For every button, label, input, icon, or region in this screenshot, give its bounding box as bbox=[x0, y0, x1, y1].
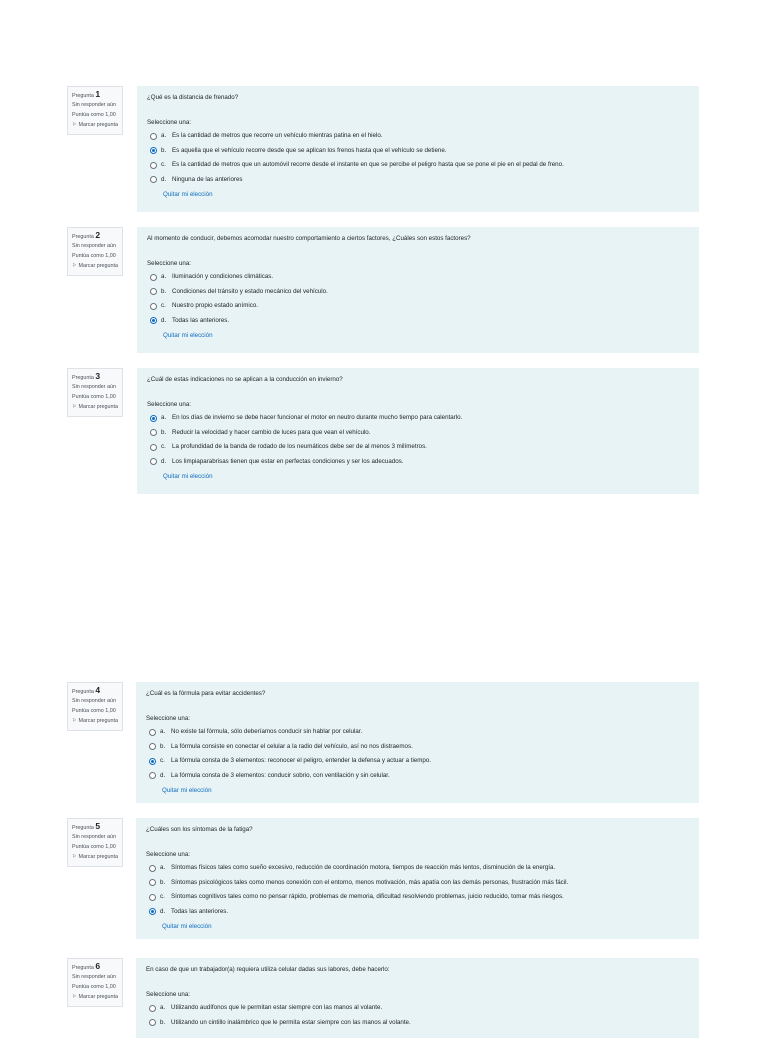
answer-option[interactable] bbox=[147, 440, 689, 455]
answer-list bbox=[147, 270, 689, 328]
answer-prompt: Seleccione una: bbox=[146, 715, 191, 722]
answer-list bbox=[146, 1001, 689, 1030]
question-number-line bbox=[72, 963, 119, 972]
answer-option[interactable] bbox=[146, 890, 689, 905]
answer-text: Reducir la velocidad y hacer cambio de luces para que vean el vehículo. bbox=[172, 428, 371, 436]
answer-text: Condiciones del tránsito y estado mecánico del vehículo. bbox=[172, 287, 328, 295]
flag-label: Marcar pregunta bbox=[78, 994, 119, 1000]
answer-list bbox=[147, 129, 689, 187]
answer-letter: c. bbox=[160, 757, 165, 765]
answer-option[interactable] bbox=[146, 861, 689, 876]
radio-unchecked[interactable] bbox=[150, 303, 157, 310]
question-text: ¿Qué es la distancia de frenado? bbox=[147, 94, 239, 101]
question-info bbox=[67, 227, 123, 276]
question-text: En caso de que un trabajador(a) requiera utiliza celular dadas sus labores, debe hacerlo: bbox=[146, 966, 390, 973]
question-content bbox=[136, 682, 699, 803]
answer-option[interactable] bbox=[147, 173, 689, 188]
flag-question-link[interactable] bbox=[72, 854, 119, 861]
question-info bbox=[67, 682, 123, 731]
answer-text: Utilizando un cintillo inalámbrico que le permita estar siempre con las manos al volante. bbox=[171, 1018, 411, 1026]
radio-checked[interactable] bbox=[149, 908, 156, 915]
answer-letter: b. bbox=[160, 1018, 166, 1026]
radio-unchecked[interactable] bbox=[150, 274, 157, 281]
question-number-line bbox=[72, 687, 119, 696]
radio-unchecked[interactable] bbox=[150, 429, 157, 436]
clear-choice-link[interactable]: Quitar mi elección bbox=[162, 923, 212, 930]
question-grade: Puntúa como 1,00 bbox=[72, 844, 116, 850]
radio-unchecked[interactable] bbox=[149, 1019, 156, 1026]
question-number-line bbox=[72, 823, 119, 832]
question-number: 1 bbox=[95, 89, 101, 99]
answer-letter: b. bbox=[160, 878, 166, 886]
answer-letter: d. bbox=[161, 457, 167, 465]
radio-unchecked[interactable] bbox=[149, 772, 156, 779]
question-label: Pregunta bbox=[72, 965, 94, 971]
question-number: 6 bbox=[95, 961, 101, 971]
answer-option[interactable] bbox=[146, 754, 689, 769]
answer-letter: b. bbox=[161, 287, 167, 295]
flag-icon: ⚐ bbox=[72, 994, 77, 1000]
flag-icon: ⚐ bbox=[72, 122, 77, 128]
question-label: Pregunta bbox=[72, 375, 94, 381]
answer-text: Síntomas físicos tales como sueño excesivo, reducción de coordinación motora, tiempos de reacción más lentos, disminución de la energía. bbox=[171, 864, 556, 872]
question-grade: Puntúa como 1,00 bbox=[72, 253, 116, 259]
answer-option[interactable] bbox=[147, 285, 689, 300]
answer-prompt: Seleccione una: bbox=[146, 851, 191, 858]
answer-letter: c. bbox=[160, 893, 165, 901]
flag-question-link[interactable] bbox=[72, 404, 119, 411]
question-text: ¿Cuál de estas indicaciones no se aplican a la conducción en invierno? bbox=[147, 376, 343, 383]
flag-label: Marcar pregunta bbox=[78, 404, 119, 410]
answer-letter: a. bbox=[161, 273, 167, 281]
radio-unchecked[interactable] bbox=[150, 288, 157, 295]
answer-text: La profundidad de la banda de rodado de los neumáticos debe ser de al menos 3 milímetros. bbox=[172, 443, 427, 451]
answer-list bbox=[146, 861, 689, 919]
radio-checked[interactable] bbox=[150, 415, 157, 422]
question-number-line bbox=[72, 91, 119, 100]
answer-option[interactable] bbox=[147, 299, 689, 314]
answer-list bbox=[146, 725, 689, 783]
answer-option[interactable] bbox=[147, 158, 689, 173]
answer-option[interactable] bbox=[146, 905, 689, 920]
question-number: 3 bbox=[95, 371, 101, 381]
answer-list bbox=[147, 411, 689, 469]
question-text: Al momento de conducir, debemos acomodar nuestro comportamiento a ciertos factores, ¿Cuáles son estos factores? bbox=[147, 235, 471, 242]
flag-label: Marcar pregunta bbox=[78, 854, 119, 860]
answer-option[interactable] bbox=[146, 725, 689, 740]
answer-text: Es la cantidad de metros que recorre un vehículo mientras patina en el hielo. bbox=[172, 132, 383, 140]
flag-label: Marcar pregunta bbox=[78, 122, 119, 128]
answer-letter: c. bbox=[161, 302, 166, 310]
answer-option[interactable] bbox=[147, 314, 689, 329]
answer-option[interactable] bbox=[147, 455, 689, 470]
question-text: ¿Cuál es la fórmula para evitar accidentes? bbox=[146, 690, 266, 697]
flag-question-link[interactable] bbox=[72, 994, 119, 1001]
flag-icon: ⚐ bbox=[72, 854, 77, 860]
answer-letter: c. bbox=[161, 443, 166, 451]
clear-choice-link[interactable]: Quitar mi elección bbox=[163, 332, 213, 339]
answer-letter: d. bbox=[160, 771, 166, 779]
radio-unchecked[interactable] bbox=[149, 729, 156, 736]
answer-text: La fórmula consiste en conectar el celular a la radio del vehículo, así no nos distraemos. bbox=[171, 742, 413, 750]
answer-option[interactable] bbox=[146, 1001, 689, 1016]
radio-unchecked[interactable] bbox=[150, 176, 157, 183]
answer-text: Síntomas cognitivos tales como no pensar rápido, problemas de memoria, dificultad resolviendo problemas, juicio reducido, tomar más riesgos. bbox=[171, 893, 564, 901]
question-number: 4 bbox=[95, 685, 101, 695]
answer-text: Nuestro propio estado anímico. bbox=[172, 302, 258, 310]
question-state: Sin responder aún bbox=[72, 243, 117, 249]
answer-text: No existe tal fórmula, sólo deberíamos conducir sin hablar por celular. bbox=[171, 728, 363, 736]
answer-letter: a. bbox=[161, 414, 167, 422]
answer-prompt: Seleccione una: bbox=[146, 991, 191, 998]
answer-text: La fórmula consta de 3 elementos: conducir sobrio, con ventilación y sin celular. bbox=[171, 771, 390, 779]
question-grade: Puntúa como 1,00 bbox=[72, 708, 116, 714]
radio-unchecked[interactable] bbox=[149, 879, 156, 886]
answer-text: Todas las anteriores. bbox=[171, 907, 229, 915]
radio-unchecked[interactable] bbox=[150, 133, 157, 140]
answer-text: Ninguna de las anteriores bbox=[172, 175, 243, 183]
question-state: Sin responder aún bbox=[72, 698, 117, 704]
question-state: Sin responder aún bbox=[72, 102, 117, 108]
flag-icon: ⚐ bbox=[72, 718, 77, 724]
clear-choice-link[interactable]: Quitar mi elección bbox=[163, 191, 213, 198]
flag-question-link[interactable] bbox=[72, 122, 119, 129]
radio-checked[interactable] bbox=[150, 147, 157, 154]
radio-checked[interactable] bbox=[150, 317, 157, 324]
question-label: Pregunta bbox=[72, 689, 94, 695]
answer-option[interactable] bbox=[147, 426, 689, 441]
question-label: Pregunta bbox=[72, 825, 94, 831]
question-number: 2 bbox=[95, 230, 101, 240]
answer-text: Los limpiaparabrisas tienen que estar en perfectas condiciones y ser los adecuados. bbox=[172, 457, 404, 465]
answer-option[interactable] bbox=[147, 144, 689, 159]
clear-choice-link[interactable]: Quitar mi elección bbox=[163, 473, 213, 480]
radio-unchecked[interactable] bbox=[150, 458, 157, 465]
question-label: Pregunta bbox=[72, 93, 94, 99]
answer-option[interactable] bbox=[146, 876, 689, 891]
answer-text: Es la cantidad de metros que un automóvil recorre desde el instante en que se percibe el peligro hasta que se pone el pie en el pedal de freno. bbox=[172, 161, 564, 169]
radio-unchecked[interactable] bbox=[150, 444, 157, 451]
flag-icon: ⚐ bbox=[72, 263, 77, 269]
radio-unchecked[interactable] bbox=[150, 162, 157, 169]
answer-text: La fórmula consta de 3 elementos: reconocer el peligro, entender la defensa y actuar a tiempo. bbox=[171, 757, 432, 765]
question-info bbox=[67, 818, 123, 867]
question-state: Sin responder aún bbox=[72, 834, 117, 840]
question-text: ¿Cuáles son los síntomas de la fatiga? bbox=[146, 826, 253, 833]
question-number: 5 bbox=[95, 821, 101, 831]
answer-text: Todas las anteriores. bbox=[172, 316, 230, 324]
answer-prompt: Seleccione una: bbox=[147, 260, 192, 267]
question-label: Pregunta bbox=[72, 234, 94, 240]
question-content bbox=[137, 86, 699, 212]
question-grade: Puntúa como 1,00 bbox=[72, 984, 116, 990]
question-info bbox=[67, 958, 123, 1007]
answer-letter: c. bbox=[161, 161, 166, 169]
answer-letter: b. bbox=[161, 428, 167, 436]
question-content bbox=[136, 818, 699, 939]
answer-letter: d. bbox=[160, 907, 166, 915]
answer-text: Utilizando audífonos que le permitan estar siempre con las manos al volante. bbox=[171, 1004, 383, 1012]
question-content bbox=[137, 227, 699, 353]
flag-question-link[interactable] bbox=[72, 718, 119, 725]
answer-letter: b. bbox=[160, 742, 166, 750]
question-state: Sin responder aún bbox=[72, 974, 117, 980]
question-grade: Puntúa como 1,00 bbox=[72, 394, 116, 400]
answer-option[interactable] bbox=[146, 769, 689, 784]
answer-option[interactable] bbox=[146, 740, 689, 755]
question-state: Sin responder aún bbox=[72, 384, 117, 390]
question-number-line bbox=[72, 232, 119, 241]
answer-text: Síntomas psicológicos tales como menos conexión con el entorno, menos motivación, más apatía con las demás personas, frustración más fácil. bbox=[171, 878, 569, 886]
question-content bbox=[137, 368, 699, 494]
answer-letter: a. bbox=[160, 1004, 166, 1012]
answer-letter: d. bbox=[161, 175, 167, 183]
answer-letter: b. bbox=[161, 146, 167, 154]
flag-label: Marcar pregunta bbox=[78, 263, 119, 269]
question-content bbox=[136, 958, 699, 1038]
radio-unchecked[interactable] bbox=[149, 1005, 156, 1012]
answer-letter: a. bbox=[160, 864, 166, 872]
flag-question-link[interactable] bbox=[72, 263, 119, 270]
question-number-line bbox=[72, 373, 119, 382]
answer-option[interactable] bbox=[147, 270, 689, 285]
answer-text: Es aquella que el vehículo recorre desde que se aplican los frenos hasta que el vehículo se detiene. bbox=[172, 146, 447, 154]
answer-option[interactable] bbox=[147, 411, 689, 426]
answer-option[interactable] bbox=[147, 129, 689, 144]
answer-option[interactable] bbox=[146, 1016, 689, 1031]
answer-letter: a. bbox=[160, 728, 166, 736]
radio-unchecked[interactable] bbox=[149, 743, 156, 750]
radio-unchecked[interactable] bbox=[149, 894, 156, 901]
radio-checked[interactable] bbox=[149, 758, 156, 765]
answer-text: En los días de invierno se debe hacer funcionar el motor en neutro durante mucho tiempo para calentarlo. bbox=[172, 414, 463, 422]
question-info bbox=[67, 86, 123, 135]
answer-prompt: Seleccione una: bbox=[147, 119, 192, 126]
flag-icon: ⚐ bbox=[72, 404, 77, 410]
flag-label: Marcar pregunta bbox=[78, 718, 119, 724]
question-info bbox=[67, 368, 123, 417]
clear-choice-link[interactable]: Quitar mi elección bbox=[162, 787, 212, 794]
answer-letter: a. bbox=[161, 132, 167, 140]
answer-letter: d. bbox=[161, 316, 167, 324]
answer-text: Iluminación y condiciones climáticas. bbox=[172, 273, 274, 281]
answer-prompt: Seleccione una: bbox=[147, 401, 192, 408]
question-grade: Puntúa como 1,00 bbox=[72, 112, 116, 118]
radio-unchecked[interactable] bbox=[149, 865, 156, 872]
